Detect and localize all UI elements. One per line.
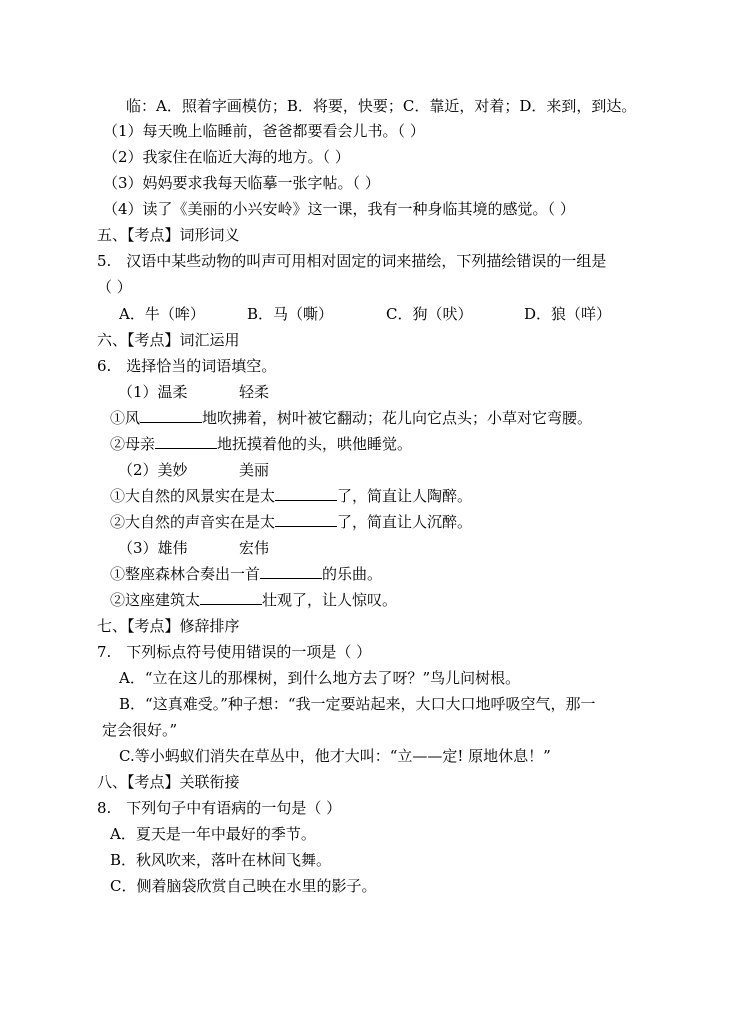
- option-b: B．秋风吹来，落叶在林间飞舞。: [110, 851, 332, 869]
- option-c: C.等小蚂蚁们消失在草丛中，他才大叫：“立——定! 原地休息！”: [119, 747, 551, 765]
- option-b: B．“这真难受。”种子想：“我一定要站起来，大口大口地呼吸空气，那一: [119, 695, 596, 713]
- word-pair-label: 宏伟: [239, 539, 270, 557]
- answer-blank: （ ）: [97, 278, 132, 296]
- question-item: （3）妈妈要求我每天临摹一张字帖。（ ）: [103, 174, 380, 192]
- section-heading: 六、【考点】词汇运用: [97, 331, 240, 349]
- word-pair-label: （2）美妙: [118, 461, 188, 479]
- option-a: A．“立在这儿的那棵树，到什么地方去了呀？”鸟儿问树根。: [119, 669, 521, 687]
- fill-in-sentence: ②这座建筑太 壮观了，让人惊叹。: [110, 591, 398, 609]
- fill-in-sentence: ①整座森林合奏出一首 的乐曲。: [110, 565, 383, 583]
- section-heading: 七、【考点】修辞排序: [97, 617, 240, 635]
- question-stem: 8. 下列句子中有语病的一句是（ ）: [97, 799, 342, 817]
- question-item: （4）读了《美丽的小兴安岭》这一课，我有一种身临其境的感觉。（ ）: [103, 200, 575, 218]
- question-item: （1）每天晚上临睡前，爸爸都要看会儿书。（ ）: [103, 122, 425, 140]
- blank-line: [140, 408, 202, 423]
- word-pair-label: 轻柔: [239, 383, 270, 401]
- section-heading: 八、【考点】关联衔接: [97, 773, 240, 791]
- option-b-continued: 定会很好。”: [102, 721, 178, 739]
- section-heading: 五、【考点】词形词义: [97, 226, 240, 244]
- option-c: C．狗（吠）: [386, 305, 473, 323]
- question-stem: 7. 下列标点符号使用错误的一项是（ ）: [97, 643, 372, 661]
- option-a: A．夏天是一年中最好的季节。: [110, 825, 316, 843]
- question-stem: 6. 选择恰当的词语填空。: [97, 357, 277, 375]
- question-stem: 5. 汉语中某些动物的叫声可用相对固定的词来描绘，下列描绘错误的一组是: [97, 252, 607, 270]
- blank-line: [275, 486, 337, 501]
- blank-line: [275, 512, 337, 527]
- word-pair-label: （1）温柔: [118, 383, 188, 401]
- word-pair-label: 美丽: [239, 461, 270, 479]
- fill-in-sentence: ①大自然的风景实在是太 了，简直让人陶醉。: [110, 487, 473, 505]
- blank-line: [260, 564, 322, 579]
- fill-in-sentence: ①风 地吹拂着，树叶被它翻动；花儿向它点头；小草对它弯腰。: [110, 409, 593, 427]
- fill-in-sentence: ②母亲 地抚摸着他的头，哄他睡觉。: [110, 435, 413, 453]
- option-b: B．马（嘶）: [247, 305, 334, 323]
- option-c: C．侧着脑袋欣赏自己映在水里的影子。: [110, 877, 377, 895]
- question-item: （2）我家住在临近大海的地方。（ ）: [103, 148, 350, 166]
- blank-line: [200, 590, 262, 605]
- option-a: A．牛（哞）: [119, 305, 205, 323]
- definition-line: 临：A．照着字画模仿；B．将要，快要；C．靠近，对着；D．来到，到达。: [126, 97, 637, 115]
- blank-line: [155, 434, 217, 449]
- word-pair-label: （3）雄伟: [118, 539, 188, 557]
- option-d: D．狼（咩）: [524, 305, 612, 323]
- fill-in-sentence: ②大自然的声音实在是太 了，简直让人沉醉。: [110, 513, 473, 531]
